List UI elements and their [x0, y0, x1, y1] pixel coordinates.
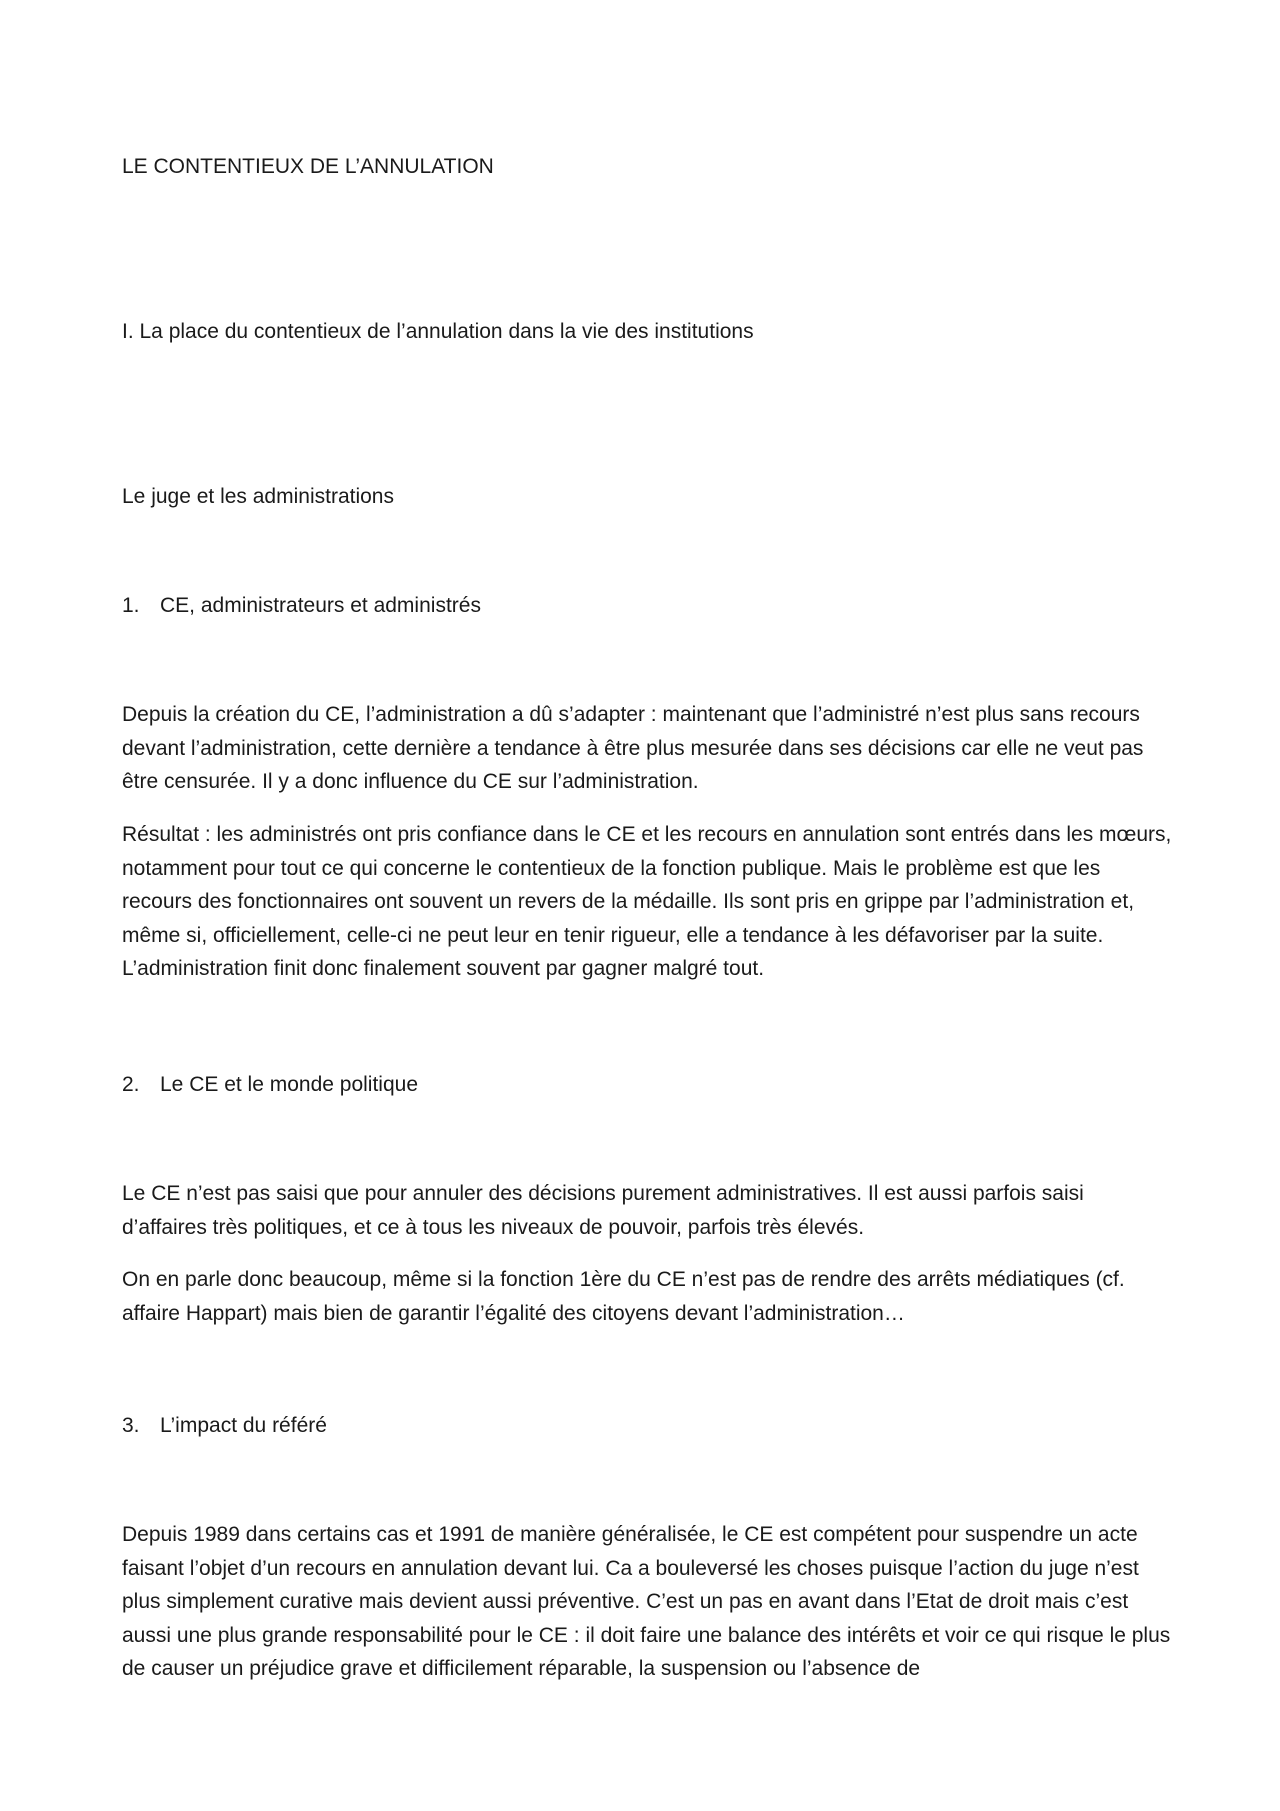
paragraph: Depuis 1989 dans certains cas et 1991 de manière généralisée, le CE est compétent pour suspendre un acte faisant l’objet d’un recours en annulation devant lui. Ca a bouleversé les choses puisque l’action du juge n’est plus simplement curative mais devient aussi préventive. C’est un pas en avant dans l’Etat de droit mais c’est aussi une plus grande responsabilité pour le CE : il doit faire une balance des intérêts et voir ce qui risque le plus de causer un préjudice grave et difficilement réparable, la suspension ou l’absence de — [122, 1523, 1171, 1680]
section-number: 1. — [122, 594, 140, 617]
section-heading-3 — [122, 1409, 1172, 1443]
section-title: Le CE et le monde politique — [160, 1073, 418, 1096]
part-heading: I. La place du contentieux de l’annulation dans la vie des institutions — [122, 320, 754, 343]
section-heading-1 — [122, 589, 1172, 623]
section-number: 3. — [122, 1414, 140, 1437]
document-title: LE CONTENTIEUX DE L’ANNULATION — [122, 155, 494, 178]
paragraph: On en parle donc beaucoup, même si la fonction 1ère du CE n’est pas de rendre des arrêts médiatiques (cf. affaire Happart) mais bien de garantir l’égalité des citoyens devant l’administration… — [122, 1268, 1125, 1325]
section-heading-2 — [122, 1068, 1172, 1102]
paragraph: Depuis la création du CE, l’administration a dû s’adapter : maintenant que l’administré n’est plus sans recours devant l’administration, cette dernière a tendance à être plus mesurée dans ses décisions car elle ne veut pas être censurée. Il y a donc influence du CE sur l’administration. — [122, 703, 1144, 793]
section-title: L’impact du référé — [160, 1414, 327, 1437]
paragraph: Le CE n’est pas saisi que pour annuler des décisions purement administratives. Il est aussi parfois saisi d’affaires très politiques, et ce à tous les niveaux de pouvoir, parfois très élevés. — [122, 1182, 1084, 1239]
paragraph: Résultat : les administrés ont pris confiance dans le CE et les recours en annulation sont entrés dans les mœurs, notamment pour tout ce qui concerne le contentieux de la fonction publique. Mais le problème est que les recours des fonctionnaires ont souvent un revers de la médaille. Ils sont pris en grippe par l’administration et, même si, officiellement, celle-ci ne peut leur en tenir rigueur, elle a tendance à les défavoriser par la suite. L’administration finit donc finalement souvent par gagner malgré tout. — [122, 823, 1172, 980]
subheading: Le juge et les administrations — [122, 485, 394, 508]
section-number: 2. — [122, 1073, 140, 1096]
section-title: CE, administrateurs et administrés — [160, 594, 481, 617]
